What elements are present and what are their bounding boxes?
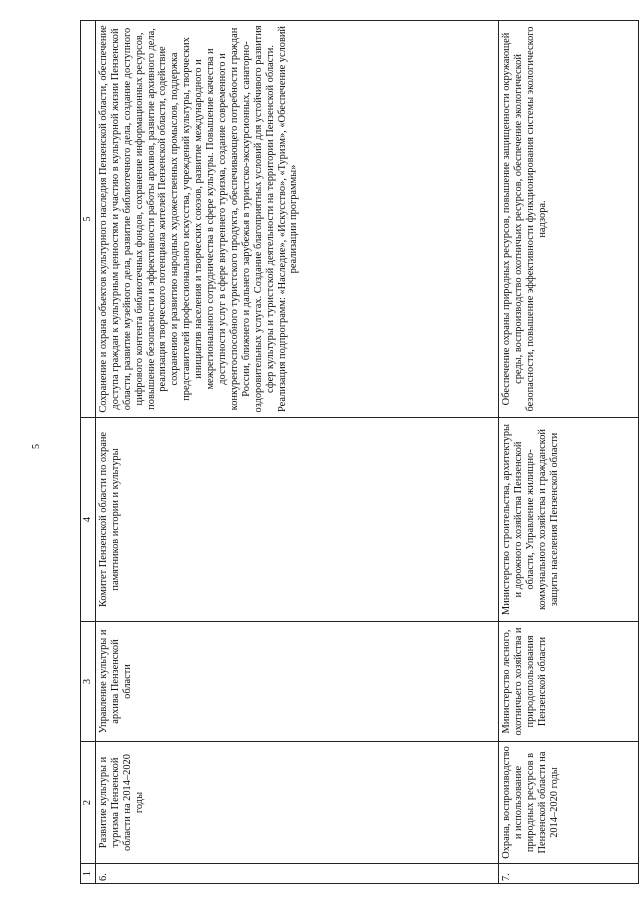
column-header: 4 xyxy=(81,418,96,622)
program-name-cell: Развитие культуры и туризма Пензенской области на 2014–2020 годы xyxy=(95,742,498,864)
program-name-cell: Охрана, воспроизводство и использование природных ресурсов в Пензенской области на 2014–2020 годы xyxy=(498,742,638,864)
rotated-page xyxy=(80,21,639,884)
column-header: 1 xyxy=(81,864,96,884)
table-row xyxy=(498,21,638,884)
page-number: 5 xyxy=(31,444,42,449)
column-header: 5 xyxy=(81,21,96,418)
header-row xyxy=(81,21,96,884)
co-executors-cell: Комитет Пензенской области по охране памятников истории и культуры xyxy=(95,418,498,622)
row-number: 7. xyxy=(498,864,638,884)
goals-cell: Сохранение и охрана объектов культурного наследия Пензенской области, обеспечение доступа граждан к культурным ценностям и участию в культурной жизни Пензенской области, развитие музейного дела, развитие библиотечного дела, создание доступного цифрового контента библиотечных фондов, сохранение информационных ресурсов, повышение безопасности и эффективности работы архивов, развитие архивного дела, реализация творческого потенциала жителей Пензенской области, содействие сохранению и развитию народных художественных промыслов, поддержка представителей профессионального искусства, учреждений культуры, творческих инициатив населения и творческих союзов, развитие международного и межрегионального сотрудничества в сфере культуры. Повышение качества и доступности услуг в сфере внутреннего туризма, создание современного и конкурентоспособного туристского продукта, обеспечивающего потребности граждан России, ближнего и дальнего зарубежья в туристско-экскурсионных, санаторно-оздоровительных услугах. Создание благоприятных условий для устойчивого развития сфер культуры и туристской деятельности на территории Пензенской области. Реализация подпрограмм: «Наследие», «Искусство», «Туризм», «Обеспечение условий реализации программы» xyxy=(95,21,498,418)
column-header: 3 xyxy=(81,622,96,742)
goals-cell: Обеспечение охраны природных ресурсов, повышение защищенности окружающей среды, воспроизводство охотничьих ресурсов, обеспечение экологической безопасности, повышение эффективности функционирования системы экологического надзора. xyxy=(498,21,638,418)
responsible-executor-cell: Управление культуры и архива Пензенской области xyxy=(95,622,498,742)
responsible-executor-cell: Министерство лесного, охотничьего хозяйства и природопользования Пензенской области xyxy=(498,622,638,742)
column-header: 2 xyxy=(81,742,96,864)
table-row xyxy=(95,21,498,884)
co-executors-cell: Министерство строительства, архитектуры и дорожного хозяйства Пензенской области, Управление жилищно-коммунального хозяйства и гражданской защиты населения Пензенской области xyxy=(498,418,638,622)
programs-table xyxy=(80,20,639,884)
rotated-content xyxy=(80,21,639,884)
row-number: 6. xyxy=(95,864,498,884)
